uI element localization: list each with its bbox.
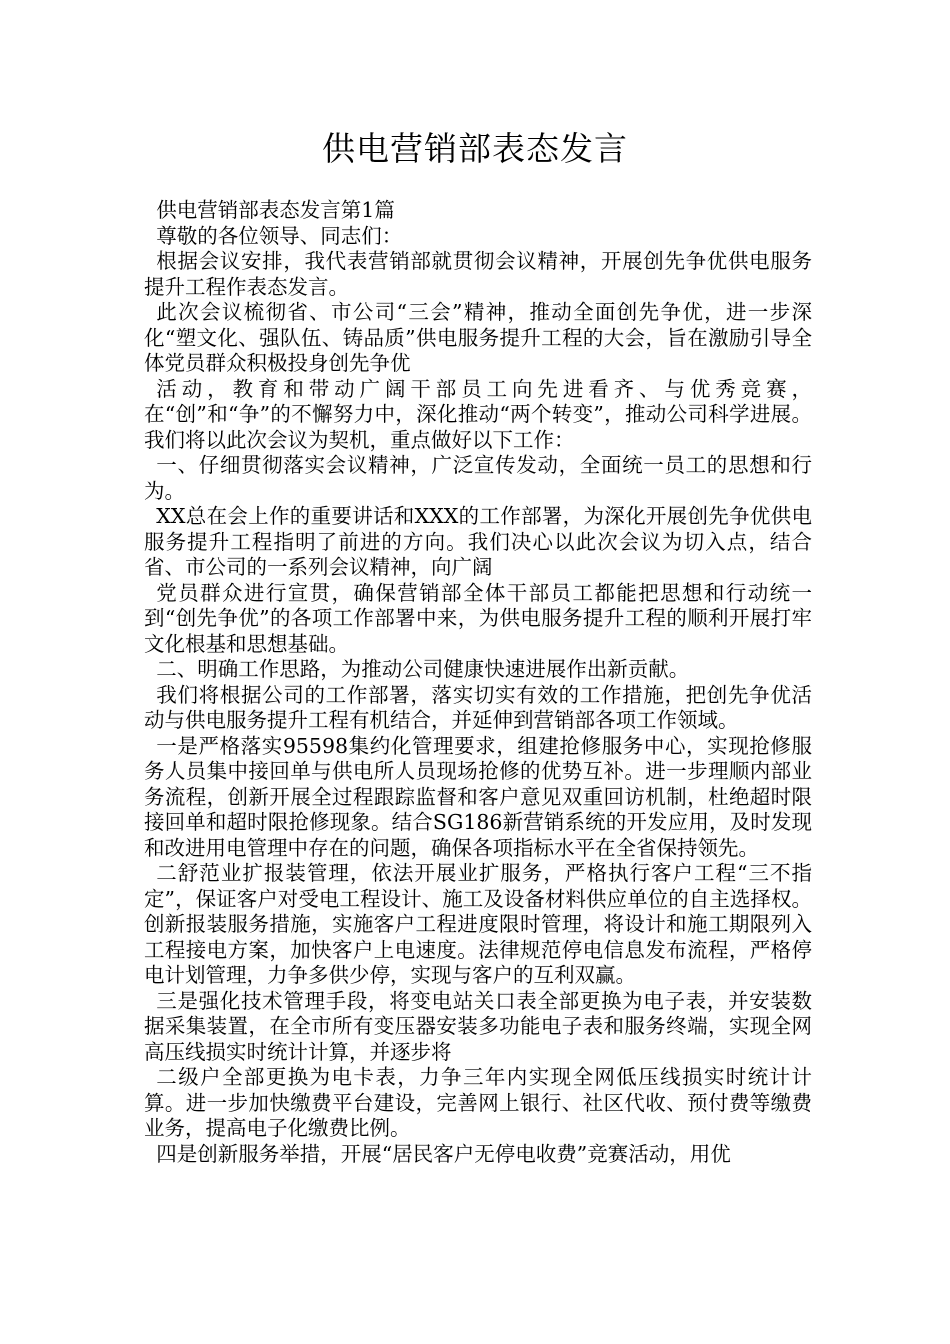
paragraph: XX总在会上作的重要讲话和XXX的工作部署，为深化开展创先争优供电服务提升工程指明了前进的方向。我们决心以此次会议为切入点，结合省、市公司的一系列会议精神，向广阔 [144,504,812,579]
paragraph: 活动，教育和带动广阔干部员工向先进看齐、与优秀竞赛，在“创”和“争”的不懈努力中，深化推动“两个转变”，推动公司科学进展。我们将以此次会议为契机，重点做好以下工作： [144,376,812,452]
paragraph: 一是严格落实95598集约化管理要求，组建抢修服务中心，实现抢修服务人员集中接回单与供电所人员现场抢修的优势互补。进一步理顺内部业务流程，创新开展全过程跟踪监督和客户意见双重回访机制，杜绝超时限接回单和超时限抢修现象。结合SG186新营销系统的开发应用，及时发现和改进用电管理中存在的问题，确保各项指标水平在全省保持领先。 [144,733,812,860]
paragraph: 此次会议梳彻省、市公司“三会”精神，推动全面创先争优，进一步深化“塑文化、强队伍、铸品质”供电服务提升工程的大会，旨在激励引导全体党员群众积极投身创先争优 [144,300,812,375]
paragraph: 根据会议安排，我代表营销部就贯彻会议精神，开展创先争优供电服务提升工程作表态发言。 [144,249,812,299]
paragraph: 二级户全部更换为电卡表，力争三年内实现全网低压线损实时统计计算。进一步加快缴费平台建设，完善网上银行、社区代收、预付费等缴费业务，提高电子化缴费比例。 [144,1065,812,1140]
paragraph: 二舒范业扩报装管理，依法开展业扩服务，严格执行客户工程“三不指定”，保证客户对受电工程设计、施工及设备材料供应单位的自主选择权。创新报装服务措施，实施客户工程进度限时管理，将设计和施工期限列入工程接电方案，加快客户上电速度。法律规范停电信息发布流程，严格停电计划管理，力争多供少停，实现与客户的互利双赢。 [144,861,812,987]
paragraph: 四是创新服务举措，开展“居民客户无停电收费”竞赛活动，用优 [156,1141,731,1166]
paragraph: 三是强化技术管理手段，将变电站关口表全部更换为电子表，并安装数据采集装置，在全市所有变压器安装多功能电子表和服务终端，实现全网高压线损实时统计计算，并逐步将 [144,988,812,1064]
paragraph: 我们将根据公司的工作部署，落实切实有效的工作措施，把创先争优活动与供电服务提升工程有机结合，并延伸到营销部各项工作领域。 [144,682,812,732]
paragraph-salutation: 尊敬的各位领导、同志们： [156,223,403,248]
document-body [144,198,812,1167]
section-heading: 一、仔细贯彻落实会议精神，广泛宣传发动，全面统一员工的思想和行为。 [144,453,812,503]
document-title: 供电营销部表态发言 [322,129,628,168]
section-heading: 二、明确工作思路，为推动公司健康快速进展作出新贡献。 [156,657,690,681]
paragraph: 党员群众进行宣贯，确保营销部全体干部员工都能把思想和行动统一到“创先争优”的各项工作部署中来，为供电服务提升工程的顺利开展打牢文化根基和思想基础。 [144,580,812,656]
paragraph-subtitle: 供电营销部表态发言第1篇 [156,198,395,222]
